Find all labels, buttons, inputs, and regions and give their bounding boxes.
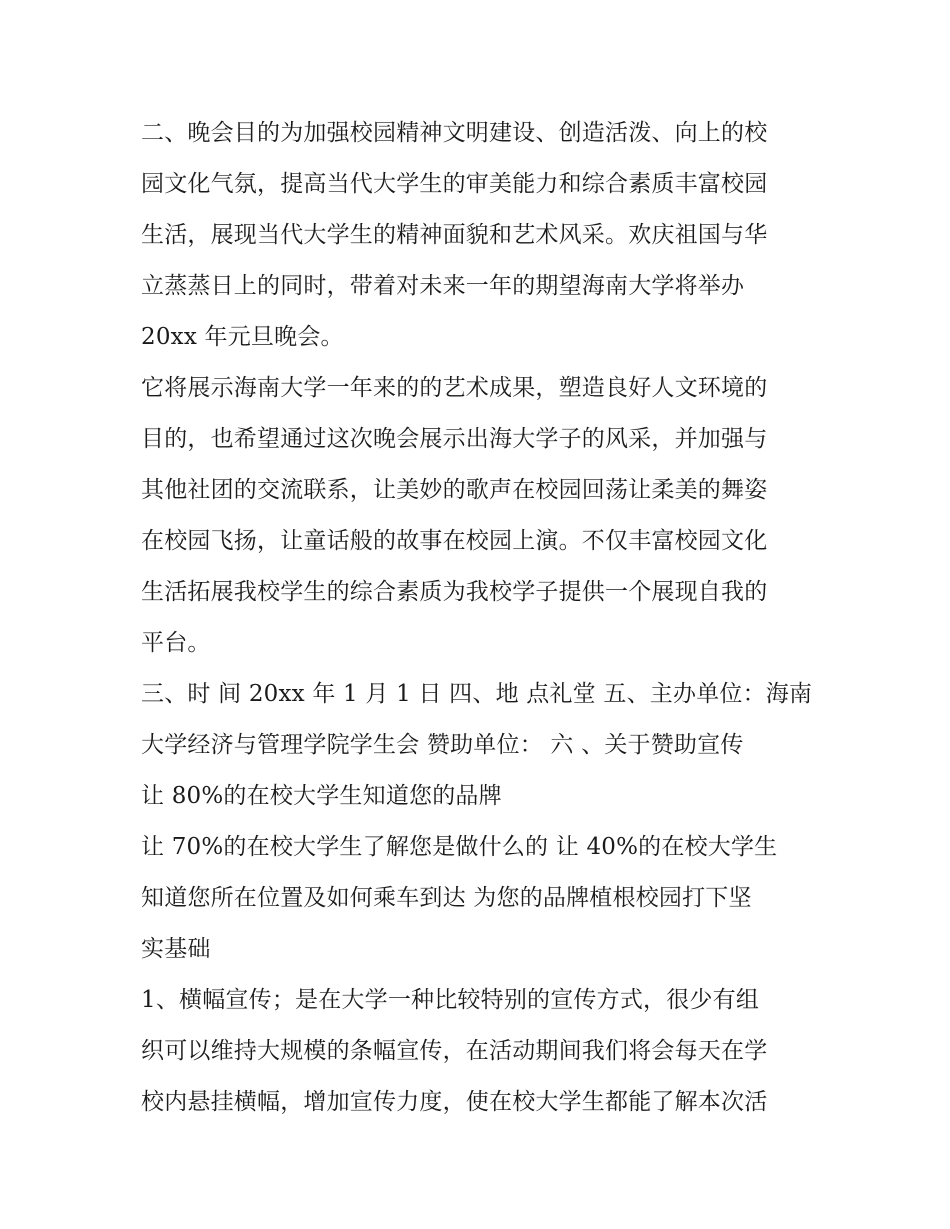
- document-body: [141, 108, 813, 1128]
- text-line-7: 目的，也希望通过这次晚会展示出海大学子的风采，并加强与: [141, 426, 768, 452]
- text-line-11: 平台。: [141, 630, 211, 656]
- text-line-20: 校内悬挂横幅，增加宣传力度，使在校大学生都能了解本次活: [141, 1089, 768, 1115]
- text-line-9: 在校园飞扬，让童话般的故事在校园上演。不仅丰富校园文化: [141, 528, 768, 554]
- text-line-17: 实基础: [141, 936, 211, 962]
- text-line-5: 20xx 年元旦晚会。: [141, 324, 344, 350]
- text-line-18: 1、横幅宣传；是在大学一种比较特别的宣传方式，很少有组: [141, 987, 760, 1013]
- text-line-14: 让 80%的在校大学生知道您的品牌: [141, 783, 502, 809]
- text-line-4: 立蒸蒸日上的同时，带着对未来一年的期望海南大学将举办: [141, 273, 745, 299]
- text-line-13: 大学经济与管理学院学生会 赞助单位： 六 、关于赞助宣传: [141, 732, 744, 758]
- text-line-10: 生活拓展我校学生的综合素质为我校学子提供一个展现自我的: [141, 579, 768, 605]
- text-line-15: 让 70%的在校大学生了解您是做什么的 让 40%的在校大学生: [141, 834, 778, 860]
- text-line-8: 其他社团的交流联系，让美妙的歌声在校园回荡让柔美的舞姿: [141, 477, 768, 503]
- text-line-19: 织可以维持大规模的条幅宣传，在活动期间我们将会每天在学: [141, 1038, 768, 1064]
- text-line-1: 二、晚会目的为加强校园精神文明建设、创造活泼、向上的校: [141, 120, 768, 146]
- text-line-3: 生活，展现当代大学生的精神面貌和艺术风采。欢庆祖国与华: [141, 222, 768, 248]
- text-line-6: 它将展示海南大学一年来的的艺术成果，塑造良好人文环境的: [141, 375, 768, 401]
- text-line-16: 知道您所在位置及如何乘车到达 为您的品牌植根校园打下坚: [141, 885, 752, 911]
- text-line-2: 园文化气氛，提高当代大学生的审美能力和综合素质丰富校园: [141, 171, 768, 197]
- text-line-12: 三、时 间 20xx 年 1 月 1 日 四、地 点礼堂 五、主办单位：海南: [141, 681, 813, 707]
